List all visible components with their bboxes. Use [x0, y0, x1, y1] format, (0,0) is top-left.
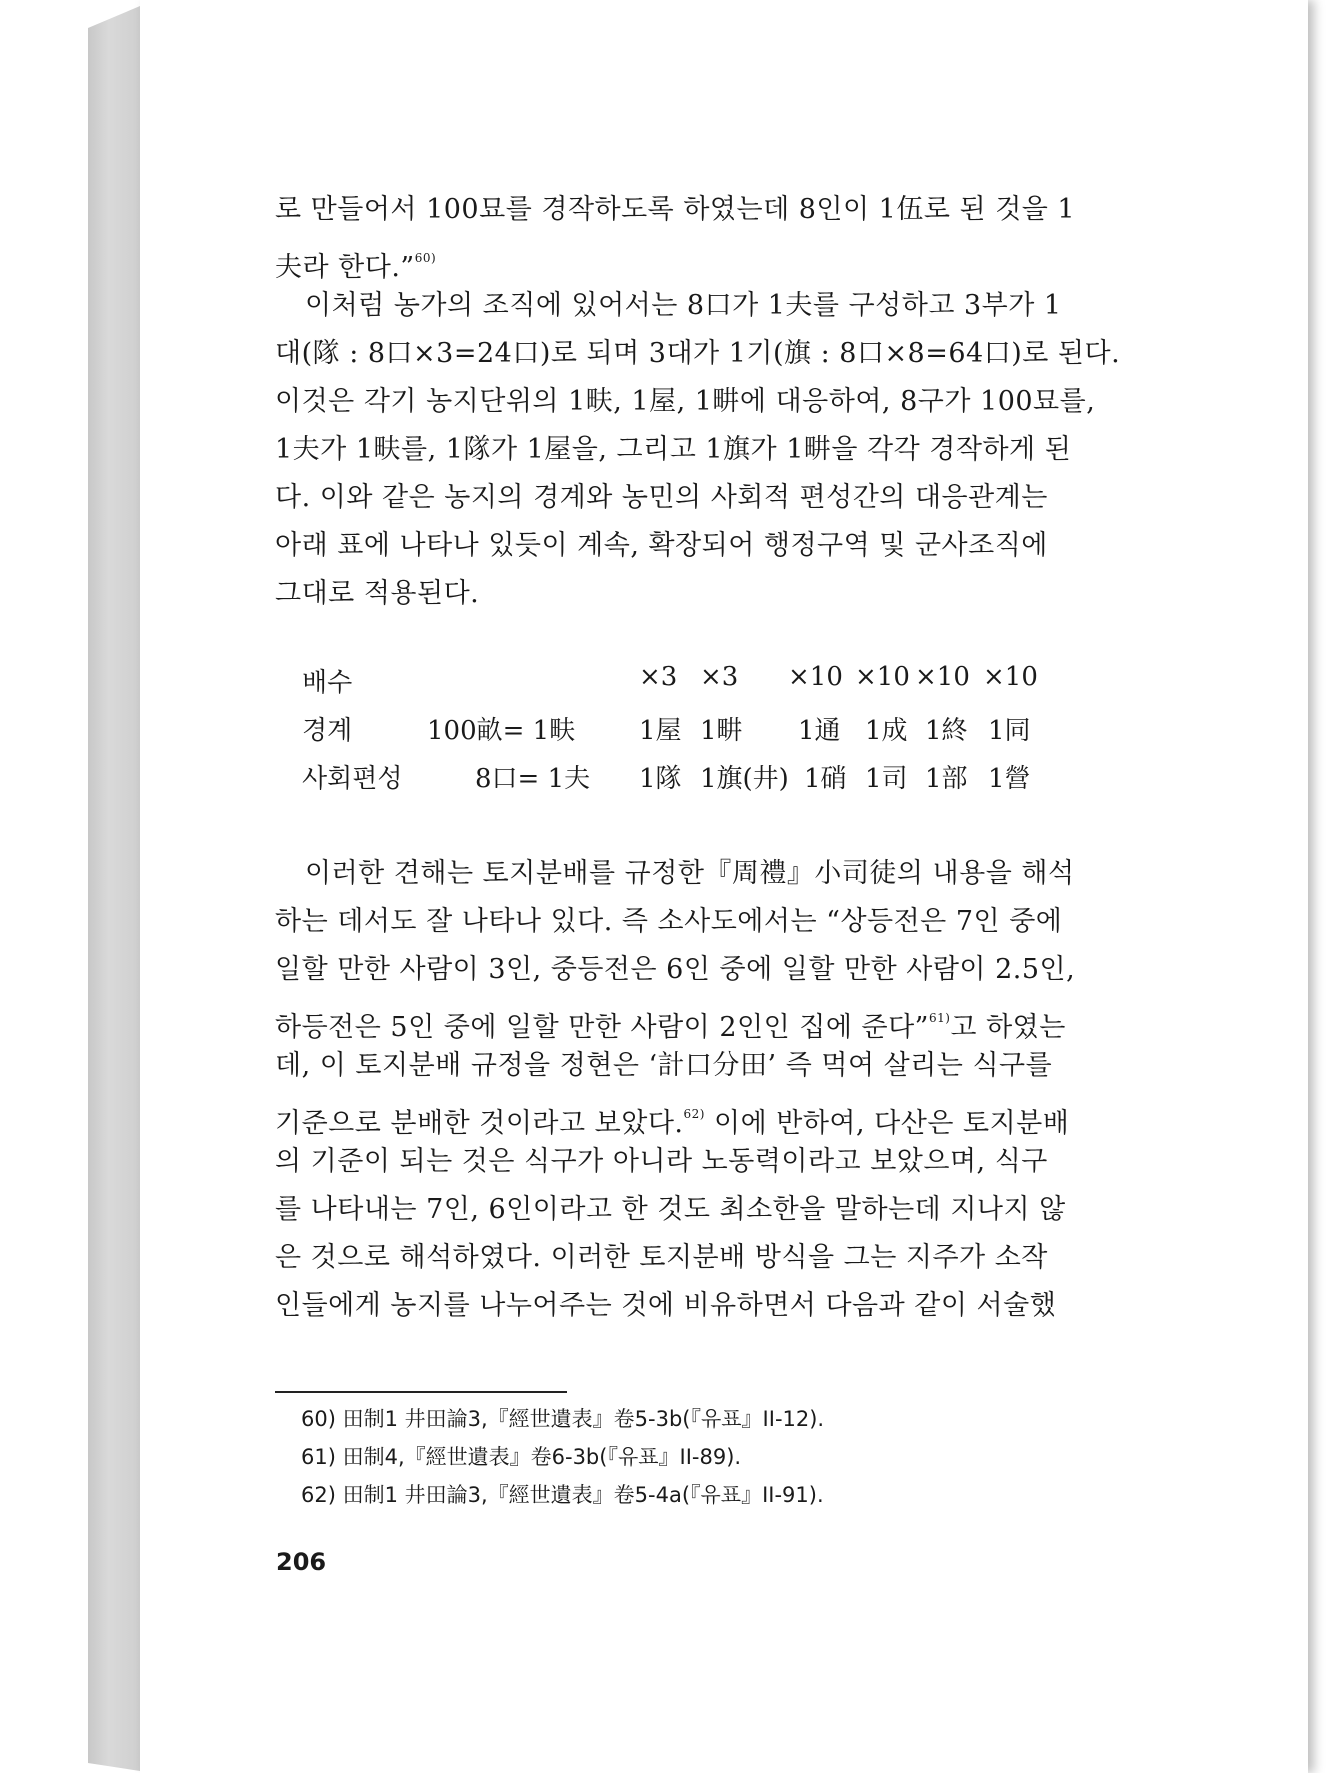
text-span: 기준으로 분배한 것이라고 보았다.: [275, 1108, 684, 1139]
text-line: 의 기준이 되는 것은 식구가 아니라 노동력이라고 보았으며, 식구: [275, 1146, 1048, 1177]
table-cell: ×3: [639, 662, 678, 692]
table-cell: 1部: [925, 764, 968, 794]
footnote-item: 60) 田制1 井田論3,『經世遺表』卷5-3b(『유표』II-12).: [301, 1407, 825, 1431]
table-cell: ×3: [700, 662, 739, 692]
text-line: 아래 표에 나타나 있듯이 계속, 확장되어 행정구역 및 군사조직에: [275, 530, 1048, 561]
row-label: 경계: [302, 716, 353, 746]
text-line: 다. 이와 같은 농지의 경계와 농민의 사회적 편성간의 대응관계는: [275, 482, 1048, 513]
paragraph-2: [275, 850, 1285, 1330]
text-line: 이처럼 농가의 조직에 있어서는 8口가 1夫를 구성하고 3부가 1: [305, 290, 1062, 321]
correspondence-table: [302, 662, 1302, 806]
text-line: [275, 234, 1285, 282]
table-cell: 1成: [865, 716, 908, 746]
table-cell: 1通: [798, 716, 841, 746]
text-line: 로 만들어서 100묘를 경작하도록 하였는데 8인이 1伍로 된 것을 1: [275, 194, 1076, 225]
table-cell: ×10: [855, 662, 910, 692]
table-cell: ×10: [983, 662, 1038, 692]
text-span: 이에 반하여, 다산은 토지분배: [704, 1108, 1070, 1139]
table-cell: 1司: [865, 764, 908, 794]
book-spine: [88, 6, 140, 1771]
text-line: 대(隊 : 8口×3=24口)로 되며 3대가 1기(旗 : 8口×8=64口)로 된다.: [275, 338, 1121, 369]
footnote-item: 62) 田制1 井田論3,『經世遺表』卷5-4a(『유표』II-91).: [301, 1483, 824, 1507]
text-line: 일할 만한 사람이 3인, 중등전은 6인 중에 일할 만한 사람이 2.5인,: [275, 954, 1076, 985]
text-line: 이것은 각기 농지단위의 1畉, 1屋, 1畊에 대응하여, 8구가 100묘를,: [275, 386, 1096, 417]
text-line: 데, 이 토지분배 규정을 정현은 ‘計口分田’ 즉 먹여 살리는 식구를: [275, 1050, 1053, 1081]
table-row: [302, 758, 1302, 806]
table-cell: ×10: [788, 662, 843, 692]
table-cell: 1終: [925, 716, 968, 746]
text-span: 夫라 한다.”: [275, 252, 415, 283]
paragraph-1: [275, 186, 1285, 618]
book-page: [140, 0, 1308, 1773]
page-number: 206: [276, 1548, 327, 1576]
text-line: 1夫가 1畉를, 1隊가 1屋을, 그리고 1旗가 1畊을 각각 경작하게 된: [275, 434, 1072, 465]
footnote-divider: [275, 1391, 567, 1393]
table-cell: 8口= 1夫: [475, 764, 591, 794]
table-row: [302, 710, 1302, 758]
text-span: 하등전은 5인 중에 일할 만한 사람이 2인인 집에 준다”: [275, 1012, 929, 1043]
row-label: 사회편성: [302, 764, 403, 794]
table-cell: 1硝: [804, 764, 847, 794]
text-line: 그대로 적용된다.: [275, 578, 480, 609]
text-line: [275, 1090, 1285, 1138]
table-cell: 100畝= 1畉: [427, 716, 576, 746]
text-line: 인들에게 농지를 나누어주는 것에 비유하면서 다음과 같이 서술했: [275, 1290, 1057, 1321]
table-cell: 1旗(井): [700, 764, 789, 794]
footnotes: [301, 1400, 1201, 1514]
footnote-ref[interactable]: 60): [414, 251, 437, 265]
row-label: 배수: [302, 668, 353, 698]
table-cell: 1營: [988, 764, 1031, 794]
text-span: 고 하였는: [950, 1012, 1066, 1043]
text-line: 를 나타내는 7인, 6인이라고 한 것도 최소한을 말하는데 지나지 않: [275, 1194, 1066, 1225]
footnote-ref[interactable]: 61): [928, 1011, 951, 1025]
table-cell: ×10: [915, 662, 970, 692]
text-line: 하는 데서도 잘 나타나 있다. 즉 소사도에서는 “상등전은 7인 중에: [275, 906, 1063, 937]
table-row: [302, 662, 1302, 710]
table-cell: 1隊: [639, 764, 682, 794]
table-cell: 1畊: [700, 716, 743, 746]
footnote-ref[interactable]: 62): [683, 1107, 705, 1121]
text-line: 이러한 견해는 토지분배를 규정한『周禮』小司徒의 내용을 해석: [305, 858, 1075, 889]
footnote-item: 61) 田制4,『經世遺表』卷6-3b(『유표』II-89).: [301, 1445, 742, 1469]
table-cell: 1屋: [639, 716, 682, 746]
text-line: 은 것으로 해석하였다. 이러한 토지분배 방식을 그는 지주가 소작: [275, 1242, 1048, 1273]
page-content: [140, 0, 1308, 1773]
text-line: [275, 994, 1285, 1042]
table-cell: 1同: [988, 716, 1031, 746]
